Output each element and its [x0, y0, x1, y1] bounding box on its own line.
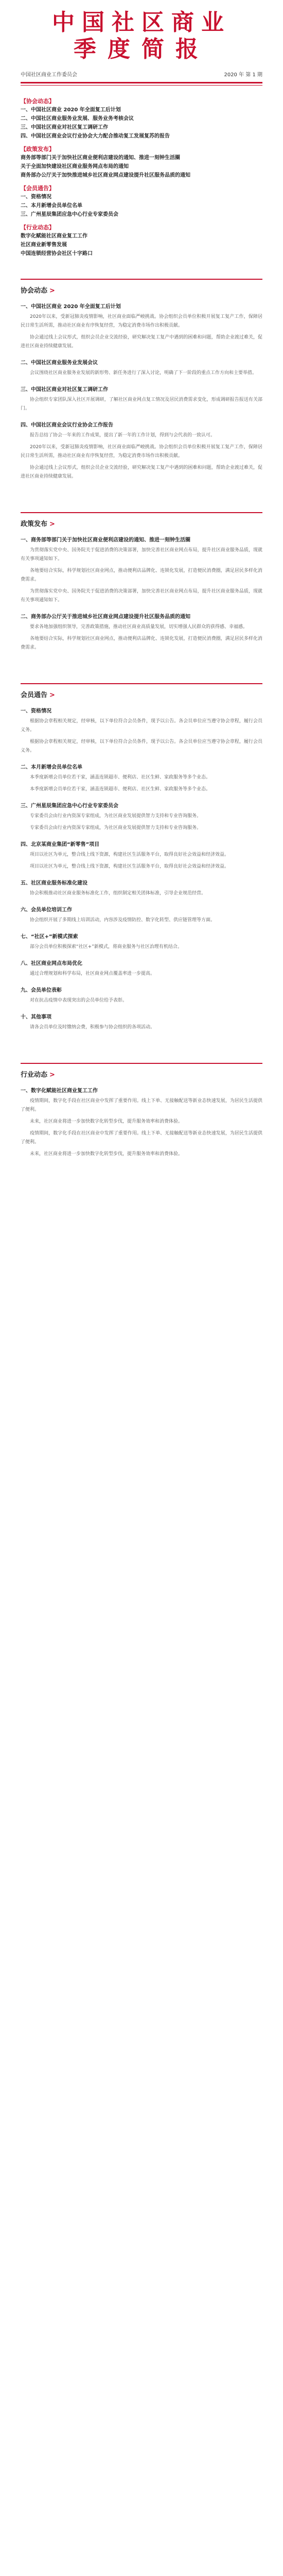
toc-section-title: 【会员通告】: [21, 185, 55, 192]
article-paragraph: 本季度新增会员单位若干家，涵盖连锁超市、便利店、社区生鲜、家政服务等多个业态。: [30, 775, 211, 780]
toc-item[interactable]: 中国连锁经营协会社区十字路口: [21, 251, 93, 257]
article-paragraph: 疫情期间，数字化手段在社区商业中发挥了重要作用。线上下单、无接触配送等新业态快速发展，为居民生活提供了便利。: [21, 1098, 262, 1112]
issue-number: 2020 年 第 1 期: [224, 72, 262, 78]
article-heading: 六、会员单位培训工作: [21, 907, 72, 913]
article-heading: 二、中国社区商业服务业发展会议: [21, 360, 98, 366]
article-heading: 四、北京某商业集团“新零售”项目: [21, 842, 100, 848]
section-title: 协会动态: [21, 287, 48, 295]
article-paragraph: 为贯彻落实党中央、国务院关于促进消费的决策部署，加快完善社区商业网点布局，提升社区商业服务品质，现就有关事项通知如下。: [21, 589, 262, 603]
section-header-members: [21, 683, 262, 699]
article-paragraph: 对在抗击疫情中表现突出的会员单位给予表彰。: [30, 998, 128, 1003]
article-paragraph: 要求各地加强组织领导，完善政策措施，推动社区商业高质量发展，切实增强人民群众的获得感、幸福感。: [30, 624, 248, 630]
section-title: 会员通告: [21, 691, 48, 699]
article-heading: 二、本月新增会员单位名单: [21, 765, 82, 770]
issue-bar: [0, 63, 283, 78]
article-paragraph: 专家委员会由行业内资深专家组成，为社区商业发展提供智力支持和专业咨询服务。: [30, 814, 202, 819]
issue-org: 中国社区商业工作委员会: [21, 72, 77, 78]
article-heading: 四、中国社区商业会议行业协会工作报告: [21, 422, 113, 428]
toc-item[interactable]: 二、中国社区商业服务业发展、服务业务考核会议: [21, 116, 134, 122]
article-paragraph: 部分会员单位积极探索“社区+”新模式，将商业服务与社区治理有机结合。: [30, 944, 182, 950]
article-paragraph: 报告总结了协会一年来的工作成果，提出了新一年的工作计划，得到与会代表的一致认可。: [30, 433, 216, 438]
section-header-news: [21, 279, 262, 295]
article-heading: 二、商务部办公厅关于推进城乡社区商业网点建设提升社区服务品质的通知: [21, 614, 190, 620]
toc-item[interactable]: 三、广州星辰集团应急中心行业专家委员会: [21, 212, 118, 217]
article-paragraph: 未来，社区商业将进一步加快数字化转型步伐，提升服务效率和消费体验。: [30, 1151, 183, 1157]
article-heading: 九、会员单位表彰: [21, 988, 62, 993]
toc-item[interactable]: 关于全面加快建设社区商业服务网点布局的通知: [21, 164, 129, 170]
chevron-right-icon: >: [49, 287, 55, 295]
toc-item[interactable]: 一、资格情况: [21, 194, 51, 200]
article-paragraph: 未来，社区商业将进一步加快数字化转型步伐，提升服务效率和消费体验。: [30, 1119, 183, 1124]
article-paragraph: 根据协会章程相关规定，经审核，以下单位符合会员条件，现予以公告。各会员单位应当遵守协会章程，履行会员义务。: [21, 719, 262, 733]
chevron-right-icon: >: [49, 520, 55, 528]
toc-section-title: 【政策发布】: [21, 146, 55, 152]
article-paragraph: 各地要结合实际，科学规划社区商业网点，推动便利店品牌化、连锁化发展，打造便民消费圈，满足居民多样化消费需求。: [21, 568, 262, 582]
article-paragraph: 2020年以来，受新冠肺炎疫情影响，社区商业面临严峻挑战。协会组织会员单位积极开展复工复产工作，保障居民日常生活所需，推动社区商业有序恢复经营，为稳定消费市场作出积极贡献。: [21, 445, 262, 459]
masthead: [0, 0, 283, 63]
toc-item[interactable]: 商务部等部门关于加快社区商业便利店建设的通知、推进一刻钟生活圈: [21, 155, 180, 161]
toc-item[interactable]: 二、本月新增会员单位名单: [21, 203, 82, 209]
article-heading: 一、数字化赋能社区商业复工工作: [21, 1088, 98, 1094]
chevron-right-icon: >: [49, 1071, 55, 1079]
article-paragraph: 各地要结合实际，科学规划社区商业网点，推动便利店品牌化、连锁化发展，打造便民消费圈，满足居民多样化消费需求。: [21, 636, 262, 650]
toc-item[interactable]: 商务部办公厅关于加快推进城乡社区商业网点建设提升社区服务品质的通知: [21, 173, 190, 178]
article-paragraph: 为贯彻落实党中央、国务院关于促进消费的决策部署，加快完善社区商业网点布局，提升社区商业服务品质，现就有关事项通知如下。: [21, 548, 262, 562]
masthead-title-line2: 季度简报: [74, 36, 209, 62]
article-heading: 一、商务部等部门关于加快社区商业便利店建设的通知、推进一刻钟生活圈: [21, 537, 190, 543]
masthead-title-line1: 中国社区商业: [52, 9, 231, 36]
table-of-contents: [0, 86, 283, 258]
article-paragraph: 2020年以来，受新冠肺炎疫情影响，社区商业面临严峻挑战。协会组织会员单位积极开展复工复产工作，保障居民日常生活所需，推动社区商业有序恢复经营，为稳定消费市场作出积极贡献。: [21, 314, 262, 328]
article-paragraph: 本季度新增会员单位若干家，涵盖连锁超市、便利店、社区生鲜、家政服务等多个业态。: [30, 787, 211, 792]
divider: [21, 82, 262, 83]
article-heading: 一、资格情况: [21, 708, 51, 714]
article-paragraph: 协会通过线上会议形式，组织会员企业交流经验，研究解决复工复产中遇到的困难和问题，帮助企业渡过难关，促进社区商业持续健康发展。: [21, 465, 262, 479]
section-title: 政策发布: [21, 520, 48, 528]
chevron-right-icon: >: [49, 691, 55, 699]
toc-item[interactable]: 四、中国社区商业会议行业协会大力配合推动复工发展复苏的报告: [21, 133, 170, 139]
section-title: 行业动态: [21, 1071, 48, 1079]
article-heading: 三、广州星辰集团应急中心行业专家委员会: [21, 803, 118, 809]
article-heading: 一、中国社区商业 2020 年全面复工后计划: [21, 304, 121, 310]
toc-item[interactable]: 三、中国社区商业对社区复工调研工作: [21, 125, 108, 130]
article-paragraph: 专家委员会由行业内资深专家组成，为社区商业发展提供智力支持和专业咨询服务。: [30, 825, 202, 831]
section-header-policy: [21, 512, 262, 528]
toc-section-title: 【行业动态】: [21, 224, 55, 231]
article-paragraph: 协会积极推动社区商业服务标准化工作，组织制定相关团体标准，引导企业规范经营。: [30, 891, 206, 896]
article-paragraph: 根据协会章程相关规定，经审核，以下单位符合会员条件，现予以公告。各会员单位应当遵守协会章程，履行会员义务。: [21, 739, 262, 753]
article-paragraph: 通过合理规划和科学布局，社区商业网点覆盖率进一步提高。: [30, 971, 155, 976]
article-paragraph: 会议围绕社区商业服务业发展的新形势、新任务进行了深入讨论，明确了下一阶段的重点工作方向和主要举措。: [30, 370, 257, 376]
toc-item[interactable]: 数字化赋能社区商业复工工作: [21, 233, 87, 239]
article-paragraph: 协会组织开展了多期线上培训活动，内容涉及疫情防控、数字化转型、供应链管理等方面。: [30, 918, 216, 923]
article-paragraph: 请各会员单位及时缴纳会费，积极参与协会组织的各项活动。: [30, 1025, 155, 1030]
toc-item[interactable]: 社区商业新零售发展: [21, 242, 67, 248]
section-header-industry: [21, 1063, 262, 1079]
article-paragraph: 协会组织专家团队深入社区开展调研，了解社区商业网点复工情况及居民消费需求变化，形成调研报告报送有关部门。: [21, 397, 262, 411]
article-paragraph: 项目以社区为单元，整合线上线下资源，构建社区生活服务平台，取得良好社会效益和经济效益。: [30, 864, 229, 869]
article-heading: 七、“社区+”新模式探索: [21, 934, 78, 940]
toc-item[interactable]: 一、中国社区商业 2020 年全面复工后计划: [21, 107, 121, 113]
article-paragraph: 协会通过线上会议形式，组织会员企业交流经验，研究解决复工复产中遇到的困难和问题，帮助企业渡过难关，促进社区商业持续健康发展。: [21, 335, 262, 349]
toc-section-title: 【协会动态】: [21, 98, 55, 105]
article-heading: 十、其他事项: [21, 1014, 51, 1020]
article-heading: 八、社区商业网点布局优化: [21, 961, 82, 967]
article-paragraph: 项目以社区为单元，整合线上线下资源，构建社区生活服务平台，取得良好社会效益和经济效益。: [30, 852, 229, 857]
article-heading: 三、中国社区商业对社区复工调研工作: [21, 387, 108, 393]
article-paragraph: 疫情期间，数字化手段在社区商业中发挥了重要作用。线上下单、无接触配送等新业态快速发展，为居民生活提供了便利。: [21, 1131, 262, 1145]
article-heading: 五、社区商业服务标准化建设: [21, 880, 87, 886]
